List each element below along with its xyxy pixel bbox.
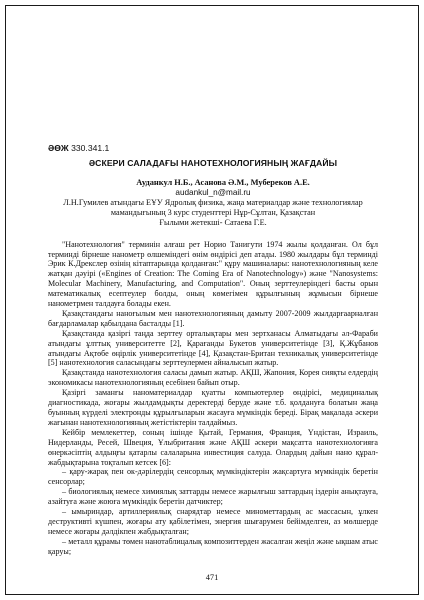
article-content — [48, 158, 378, 557]
affiliation — [48, 198, 378, 229]
article-title: ӘСКЕРИ САЛАДАҒЫ НАНОТЕХНОЛОГИЯНЫҢ ЖАҒДАЙЫ — [88, 158, 338, 168]
list-item: – металл құрамы төмен нанотаблицалық композиттерден жасалған жеңіл және ықшам атыс қаруы; — [48, 536, 378, 556]
list-item: – қару-жарақ пен ок-дәрілердің сенсорлық мүмкіндіктерін жақсартуға мүмкіндік беретін сенсорлар; — [48, 467, 378, 487]
paragraph: Қазақстанда қазіргі таңда зерттеу орталықтары мен зертханасы Алматыдағы әл-Фараби атындағы ұлттық университетте [2], Қарағанды Букетов университетінде [3], Қ.Жұбанов атындағы Ақтөбе өңірлік университетінде [4], Қазақстан-Британ техникалық университетінде [5] нанотехнология саласындағы зерттеулермен айналысып жатыр. — [48, 328, 378, 368]
udc-label: ӘӨЖ — [48, 143, 69, 153]
list-item: – ымыриндар, артиллериялық снарядтар немесе минометтардың ас массасын, ұлкен деструктивті күшпен, жоғары ату қабілетімен, энергия шығарумен бейімделген, аз мөлшерде немесе жоғары дәлдікпен жабдықталған; — [48, 507, 378, 536]
author-email: audankul_n@mail.ru — [175, 188, 251, 197]
paragraph: Қазақстандағы наноғылым мен нанотехнологияның дамыту 2007-2009 жылдарғаарналған бағдарламалар қабылдана басталды [1]. — [48, 308, 378, 328]
paragraph: "Нанотехнология" терминін алғаш рет Норио Танигути 1974 жылы қолданған. Ол бұл терминді бірнеше нанометр өлшеміндегі өнім өндірісі деп атады. 1980 жылдары бұл терминді Эрик К.Дрекслер өзінің кітаптарында қолданған:" құру машиналары: нанотехнологияның келе жатқан дәуірі («Engines of Creation: The Coming Era of Nanotechnology») және "Nanosystems: Molecular Machinery, Manufacturing, and Computation". Оның зерттеулеріндегі басты орын математикалық есептеулер болды, оның көмегімен құрылғының жұмысын бірнеше нанометрмен талдауға болады екен. — [48, 239, 378, 309]
article-authors: Ауданкул Н.Б., Асанова Ә.М., Мубереков А.Е. — [136, 178, 310, 187]
supervisor-line: Ғылыми жетекші- Сатаева Г.Е. — [159, 218, 267, 228]
udc-code: 330.341.1 — [71, 143, 110, 153]
affiliation-line: мамандығының 3 курс студенттері Нұр-Сұлтан, Қазақстан — [110, 208, 316, 218]
article-body — [48, 240, 378, 557]
list-item: – биологиялық немесе химиялық заттарды немесе жарылғыш заттардың іздерін анықтауға, азайтуға және жоюға мүмкіндік беретін датчиктер; — [48, 487, 378, 507]
paragraph: Кейбір мемлекеттер, соның ішінде Қытай, Германия, Франция, Үндістан, Израиль, Нидерланды, Ресей, Швеция, Ұлыбритания және АҚШ әскери мақсатта нанотехнологияға өнеркәсіптің алдыңғы қатарлы салаларына инвестиция салуда. Олардың дайын нано құрал-жабдықтарына тоқталып кетсек [6]: — [48, 427, 378, 467]
udc-line — [48, 143, 109, 153]
paragraph: Қазақстанда нанотехнология саласы дамып жатыр. АҚШ, Жапония, Корея сияқты елдердің экономикасы нанотехнологияның есебінен байып отыр. — [48, 368, 378, 388]
paragraph: Қазіргі заманғы наноматериалдар қуатты компьютерлер өндірісі, медициналық диагностикада, жоғары жылдамдықты деректерді беруде және т.б. қолдануға болатын жаңа буынның күрделі электронды құрылғыларын жасауға мүмкіндік береді. Бірақ мақалада әскери жағынан нанотехнологияның жетістіктерін талдаймыз. — [48, 388, 378, 427]
page-number: 471 — [205, 573, 219, 582]
affiliation-line: Л.Н.Гумилев атындағы ЕҰУ Ядролық физика, жаңа материалдар және технологиялар — [63, 198, 363, 207]
